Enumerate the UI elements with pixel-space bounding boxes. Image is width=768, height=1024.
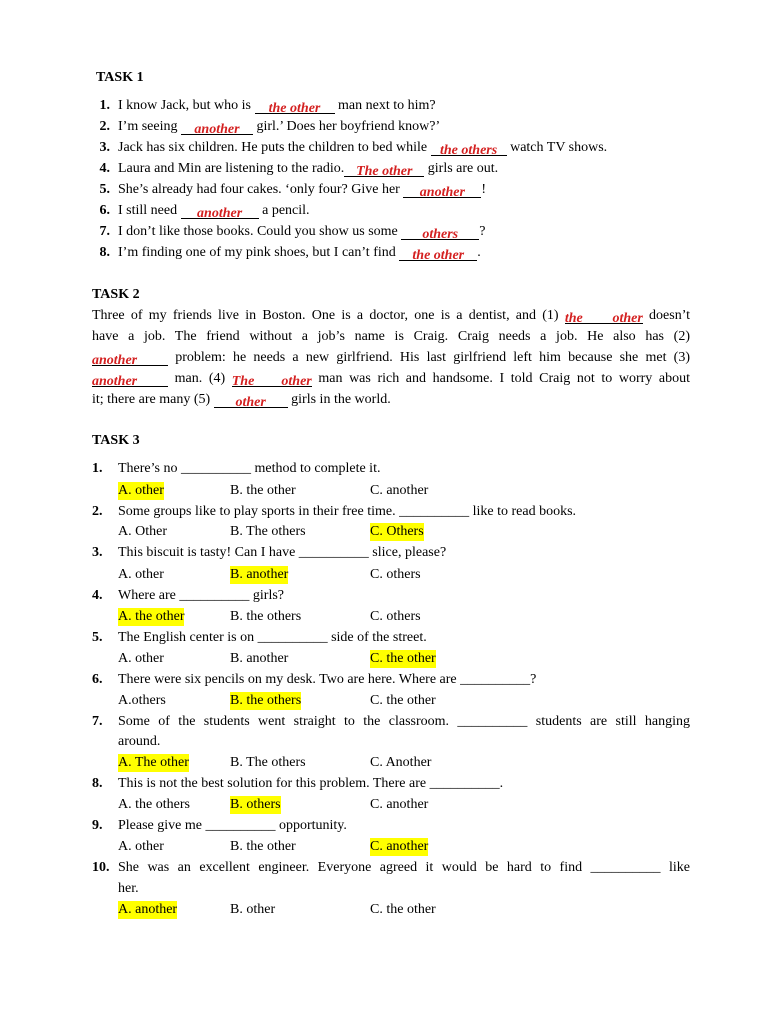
question-number: 5. [92,630,103,645]
task1-item-number: 1. [99,98,110,113]
option-c: C. another [370,797,429,812]
task2-line [92,370,690,388]
answer-text: another [92,374,138,389]
answer-blank [181,202,259,220]
answer-text: other [235,395,266,410]
task1-item-text-after: a pencil. [258,203,310,218]
task1-item [118,160,498,178]
question-number: 6. [92,672,103,687]
task1-title: TASK 1 [96,70,144,85]
option-b: B. The others [230,524,306,539]
option-c: C. Others [370,524,424,539]
answer-text: another [194,122,240,137]
option-b: B. another [230,567,289,582]
task2-text: man. (4) [168,371,232,386]
answer-text: the others [440,143,498,158]
option-a: A. another [118,902,178,917]
task1-item-text-before: I still need [118,203,181,218]
option-b: B. the other [230,483,296,498]
question-text-continued: around. [118,734,161,749]
option-c: C. the other [370,693,436,708]
answer-text: another [92,353,138,368]
answer-text: the other [412,248,465,263]
question-text-continued: her. [118,881,139,896]
task1-item-text-before: Laura and Min are listening to the radio. [118,161,345,176]
task1-item-text-before: I don’t like those books. Could you show us some [118,224,402,239]
option-c: C. Another [370,755,432,770]
task1-item-text-after: ? [479,224,486,239]
task1-item-number: 6. [99,203,110,218]
task1-item-number: 7. [99,224,110,239]
task1-item [118,244,481,262]
task1-item [118,118,440,136]
answer-text: another [419,185,465,200]
option-a: A. other [118,483,164,498]
option-c: C. another [370,839,429,854]
task2-text: man was rich and handsome. I told Craig not to worry about [311,371,690,386]
option-b: B. others [230,797,281,812]
task2-title: TASK 2 [92,287,140,302]
option-b: B. the others [230,609,302,624]
answer-blank-4 [232,370,312,388]
option-b: B. the others [230,693,302,708]
answer-text: the other [564,311,643,326]
task1-item-text-after: man next to him? [334,98,436,113]
answer-blank-5 [214,391,288,409]
question-number: 2. [92,504,103,519]
task1-item-text-after: ! [481,182,487,197]
option-b: B. the other [230,839,296,854]
answer-text: The other [231,374,312,389]
option-a: A. The other [118,755,189,770]
question-number: 9. [92,818,103,833]
option-c: C. the other [370,651,436,666]
question-number: 8. [92,776,103,791]
option-c: C. others [370,609,421,624]
option-a: A. the others [118,797,190,812]
answer-blank [181,118,253,136]
task1-item-text-after: . [477,245,481,260]
task1-item-text-before: I’m seeing [118,119,181,134]
answer-blank [401,223,479,241]
task1-item [118,139,607,157]
option-a: A. other [118,651,164,666]
task1-item [118,97,436,115]
task1-item-number: 3. [99,140,110,155]
task2-line: have a job. The friend without a job’s name is Craig. Craig needs a job. He also has (2) [92,329,690,344]
option-c: C. others [370,567,421,582]
question-text: Where are __________ girls? [118,588,284,603]
task1-item-text-before: I’m finding one of my pink shoes, but I can’t find [118,245,400,260]
question-text: There were six pencils on my desk. Two are here. Where are __________? [118,672,537,687]
task2-text: it; there are many (5) [92,392,214,407]
question-text: This biscuit is tasty! Can I have __________ slice, please? [118,545,447,560]
question-text: Please give me __________ opportunity. [118,818,347,833]
question-text: The English center is on __________ side of the street. [118,630,427,645]
task1-item-number: 5. [99,182,110,197]
task1-item-text-after: girl.’ Does her boyfriend know?’ [252,119,441,134]
answer-blank-3 [92,370,168,388]
answer-text: another [197,206,243,221]
task1-item-text-before: Jack has six children. He puts the children to bed while [118,140,431,155]
option-b: B. other [230,902,276,917]
answer-blank [431,139,507,157]
option-a: A. other [118,567,164,582]
question-text: Some groups like to play sports in their free time. __________ like to read books. [118,504,577,519]
question-number: 1. [92,461,103,476]
option-a: A. other [118,839,164,854]
question-text: There’s no __________ method to complete it. [118,461,381,476]
option-b: B. The others [230,755,306,770]
question-text: She was an excellent engineer. Everyone agreed it would be hard to find __________ like [118,860,690,875]
question-text: This is not the best solution for this problem. There are __________. [118,776,504,791]
option-c: C. another [370,483,429,498]
answer-text: the other [268,101,321,116]
question-number: 10. [92,860,110,875]
task2-line [92,349,690,367]
answer-text: The other [356,164,413,179]
option-b: B. another [230,651,289,666]
answer-blank-1 [565,307,643,325]
answer-blank [255,97,335,115]
question-number: 7. [92,714,103,729]
task3-title: TASK 3 [92,433,140,448]
answer-text: others [422,227,459,242]
answer-blank [344,160,424,178]
task2-text: Three of my friends live in Boston. One is a doctor, one is a dentist, and (1) [92,308,565,323]
task1-item [118,202,310,220]
option-a: A. Other [118,524,167,539]
answer-blank [399,244,477,262]
task1-item-text-before: I know Jack, but who is [118,98,255,113]
option-a: A.others [118,693,166,708]
task1-item-number: 4. [99,161,110,176]
task2-line [92,307,690,325]
question-number: 3. [92,545,103,560]
answer-blank-2 [92,349,168,367]
task2-line [92,391,391,409]
task1-item-number: 8. [99,245,110,260]
task1-item-text-after: girls are out. [424,161,499,176]
task1-item [118,181,486,199]
answer-blank [403,181,481,199]
question-text: Some of the students went straight to the classroom. __________ students are still hanging [118,714,690,729]
task1-item-text-after: watch TV shows. [506,140,608,155]
option-c: C. the other [370,902,436,917]
task2-text: doesn’t [642,308,691,323]
task1-item-text-before: She’s already had four cakes. ‘only four? Give her [118,182,404,197]
task2-text: problem: he needs a new girlfriend. His last girlfriend left him because she met (3) [168,350,690,365]
option-a: A. the other [118,609,185,624]
question-number: 4. [92,588,103,603]
task2-text: girls in the world. [287,392,391,407]
task1-item-number: 2. [99,119,110,134]
task1-item [118,223,485,241]
